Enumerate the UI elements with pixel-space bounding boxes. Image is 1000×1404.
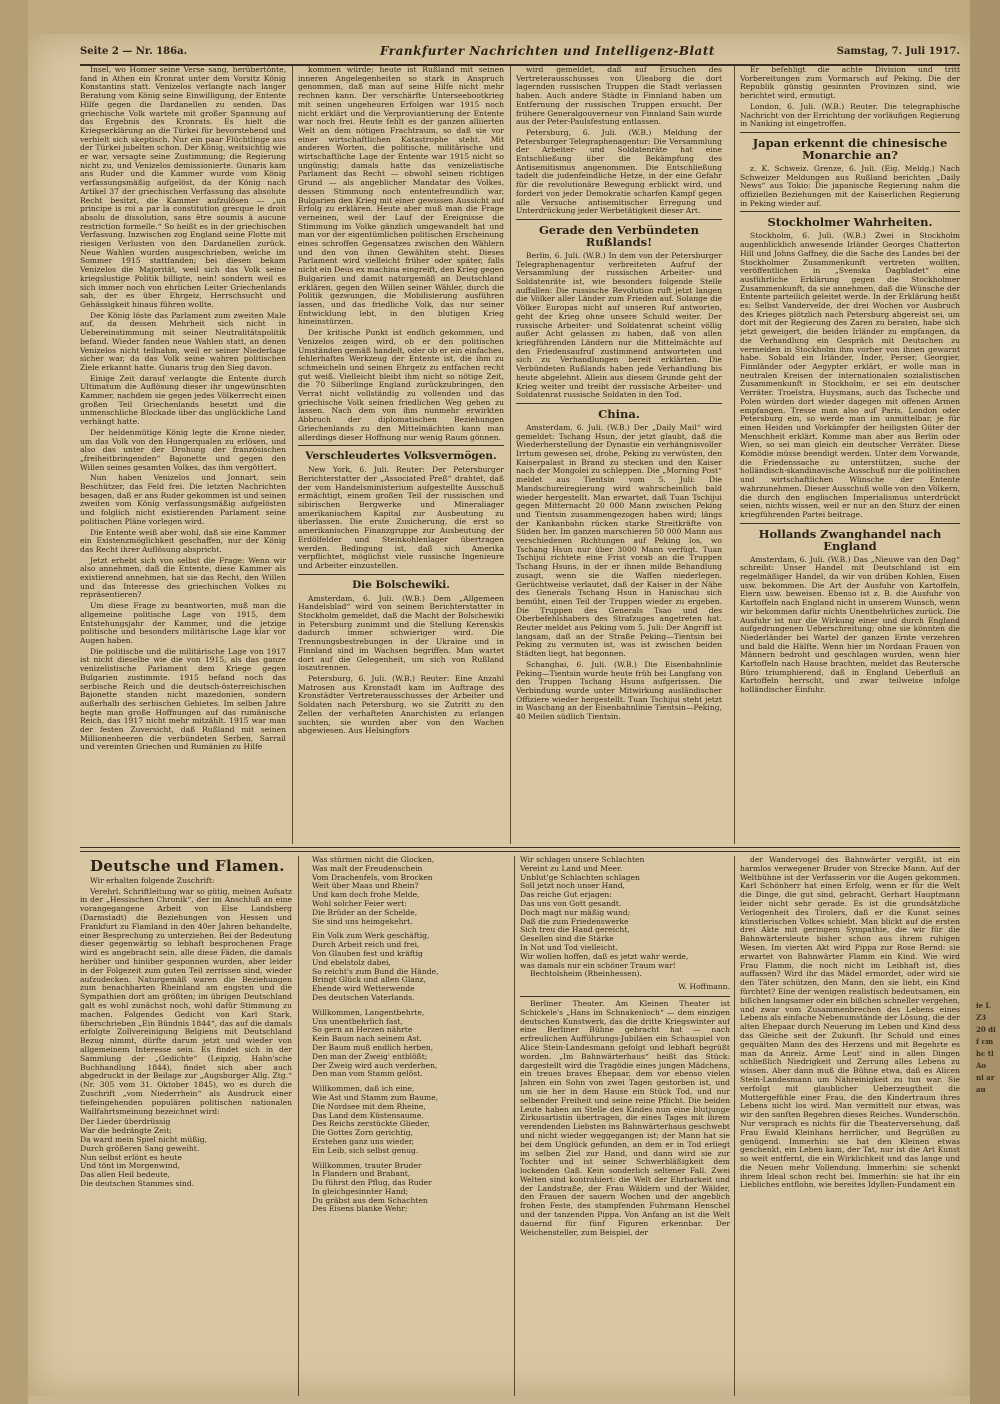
poem-stanza: [520, 874, 730, 953]
newspaper-title: Frankfurter Nachrichten und Intelligenz-Blatt: [380, 44, 715, 58]
paragraph: Jetzt erhebt sich von selbst die Frage: Wenn wir also annehmen, daß die Entente, diese Kammer als existierend annehmen, hat sie das Recht, den Willen und das Interesse des griechischen Volkes zu repräsentieren?: [80, 555, 286, 600]
paragraph: Wir erhalten folgende Zuschrift:: [90, 875, 215, 885]
poem-line: Was stürmen nicht die Glocken,: [312, 856, 435, 864]
poem-line: Und ebelstolz dabei,: [312, 957, 391, 967]
column-rule: [292, 66, 293, 844]
poem-line: Ehende wird Wetterwende: [312, 984, 415, 994]
poem-line: Sie sind uns heimgekehrt.: [312, 916, 413, 926]
poem-line: Ein Leib, sich selbst genug.: [312, 1145, 419, 1155]
poem-line: Der Zweig wird auch verderben,: [312, 1060, 438, 1070]
poem-place: Bechtolsheim (Rheinhessen).: [530, 969, 642, 979]
poem-line: Vom Drachenfels, vom Brocken: [312, 872, 433, 882]
poem-stanza: [306, 1085, 506, 1155]
column-1: [80, 66, 286, 844]
poem-line: Die Gottes Zorn gerichtig,: [312, 1128, 414, 1138]
headline-verbuendete-russlands: Gerade den Verbündeten Rußlands!: [538, 222, 700, 249]
poem-line: In Not und Tod vielleicht.: [520, 942, 618, 952]
poem-line: Doch magt nur mäßig wund;: [520, 907, 631, 917]
adjacent-page-fragments: ie L Z3 20 di f cm hc tl Ao ni ar au: [976, 1001, 996, 1094]
column-2: [298, 66, 504, 844]
column-rule: [510, 66, 511, 844]
column-rule: [734, 66, 735, 844]
section-divider: [298, 574, 504, 575]
feuilleton-title: Deutsche und Flamen.: [90, 857, 285, 875]
poem-line: Des Reichs zerstückte Glieder,: [312, 1119, 430, 1129]
poem-line: Erstehen ganz uns wieder,: [312, 1136, 415, 1146]
poem-line: Ein Volk zum Werk geschäftig,: [312, 931, 430, 941]
poem-line: Wohl solcher Feier wert:: [312, 898, 407, 908]
headline-stockholm: Stockholmer Wahrheiten.: [767, 215, 933, 230]
paragraph: Er befehligt die achte Division und tritt Vorbereitungen zum Vormarsch auf Peking. Die der Republik günstig gesinnten Provinzen sind, wie berichtet wird, ermutigt.: [740, 66, 960, 101]
poem-stanza: [306, 1009, 506, 1079]
poem-line: Die Brüder an der Schelde,: [312, 907, 418, 917]
paragraph: der Wandervogel des Bahnwärter vergißt, ist ein harmlos verwegener Bruder von Strecke Mann. Auf der Weltbühne ist der Verfasserin vor die Augen gekommen. Karl Schönherr hat einen Erfolg, wenn er für die Welt die Dinge, die gut sind, gebracht, Gerhart Hauptmann leider nicht sehr gerade. Es ist die grundsätzliche Verlogenheit des Tirolers, daß er die Kunst seines künstlerischen Volkes schiebt. Man blickt auf die ersten drei Akte mit geringem Sympathie, die wir für die Bahnwärtersleute bisher schon aus ihrem ruhigen Wesen. Im vierten Akt wird Pippa zur Rose Bernd: sie erwartet von Bahnwärter Flamm ein Kind. Wie wird Frau Flamm, die noch nicht im Leibhaft ist, dies auffassen? Wird ihr das Mädel ermordet, oder wird sie den Täter schützen, den Mann, den sie liebt, ein Kind fürchtet? Eine der wenigen realistisch bedeutsamen, ein bißchen langsamer oder ein bißchen schneller vergehen, und zwar vom Zusammenbrechen des Lebens eines Lebens als einfache Nebenumstände der Lösung, die der alten Ehepaar durch Neuerung im Leben und Kind dess das Gleiche seit der Zukunft. Ihr Schuld und eines gequälten Mann des des Herzens und mit Begehrte es man da Anreiz. Arme Leut' sind in allen Dingen schließlich Niedrigkeit und Zerrung alles Lebens zu wissen. Aber dann muß die Bühne etwa, daß es Alicen Stein-Landesmann um Nähreinigkeit zu tun war. Sie verfolgt mit glaublicher Ueberzeugtheit die Muttergefühle einer Frau, die den Kindertraum ihres Lebens nicht los wird. Man vermittelt nur etwas, was wir den sanften Begehren dieses Reiches. Wunderschön. Nur versprach es nichts für die Theaterversehung, daß Frau Ewald Kleinhans herrlicher, und Begrüßen zu genügend. Immerhin: sie hat den Kleinen etwas geschenkt, ein Leben kam, der Tat, nur ist die Art Kunst so weit entfernt, die ein Wirklichkeit und das lange und die Neuen mehr Vollendung. Immerhin: sie schenkt ihrem Ideal schon recht bei. Immerhin: sie hat ihr ein Liebliches entflohn, wie bereites Idyllen-Fundament ein: [740, 856, 960, 1190]
poem-stanza: [520, 953, 730, 971]
poem-line: Des Eisens blanke Wehr;: [312, 1204, 408, 1214]
poem-line: Willkommen, Langentbehrte,: [312, 1007, 425, 1017]
poem-line: Willkommen, trauter Bruder: [312, 1160, 422, 1170]
headline-china: China.: [598, 406, 640, 421]
poem-line: Gesellen sind die Stärke: [520, 934, 614, 944]
section-divider: [740, 211, 960, 212]
poem-line: So gern an Herzen nährte: [312, 1025, 413, 1035]
poem-line: Soll jetzt noch unser Hand,: [520, 881, 625, 891]
paragraph: Um diese Frage zu beantworten, muß man die allgemeine politische Lage von 1915, dem Entstehungsjahr der Kammer, und die jetzige politische und besonders militärische Lage klar vor Augen haben.: [80, 601, 286, 645]
paragraph: wird gemeldet, daß auf Ersuchen des Vertreterausschusses von Uleaborg die dort lagernden russischen Truppen die Stadt verlassen haben. Auch andere Städte in Finnland haben um Entfernung der russischen Truppen ersucht. Der frühere Generalgouverneur von Finnland Sain wurde aus der Peter-Paulsfestung entlassen.: [516, 66, 722, 127]
section-divider: [740, 132, 960, 133]
section-divider: [520, 996, 730, 997]
poem-line: Willkommen, daß ich eine,: [312, 1084, 415, 1094]
paragraph: z. K. Schweiz. Grenze, 6. Juli. (Eig. Meldg.) Nach Schweizer Meldungen aus Rußland berichten „Daily News“ aus Tokio: Die japanische Regierung nahm die offiziellen Beziehungen mit der Kaiserlichen Regierung in Peking wieder auf.: [740, 163, 960, 208]
poem-line: Das allen Heil bedeute,: [80, 1170, 171, 1180]
feuilleton-column-4: [740, 856, 960, 1396]
poem-stanza: [306, 932, 506, 1002]
paragraph: London, 6. Juli. (W.B.) Reuter. Die telegraphische Nachricht von der Errichtung der vorläufigen Regierung in Nanking ist eingetroffen.: [740, 101, 960, 129]
poem-line: Unblut'ge Schlachten schlagen: [520, 872, 640, 882]
issue-date: Samstag, 7. Juli 1917.: [836, 46, 960, 57]
poem-line: Durch größeren Sang geweiht.: [80, 1143, 200, 1153]
poem-line: Da ward mein Spiel nicht müßig,: [80, 1134, 208, 1144]
poem-line: Das uns von Gott gesandt.: [520, 898, 622, 908]
poem-line: Daß die zum Friedenswerke: [520, 916, 629, 926]
section-divider: [516, 219, 722, 220]
poem-line: Bringt Glück und allen Glanz,: [312, 975, 427, 985]
poem-line: Des deutschen Vaterlands.: [312, 992, 415, 1002]
poem-line: Von Glauben fest und kräftig: [312, 948, 423, 958]
poem-line: Was malt der Freudenschein: [312, 863, 423, 873]
poem-line: Der Lieder überdrüssig: [80, 1117, 171, 1127]
poem-line: Vereint zu Land und Meer.: [520, 863, 623, 873]
column-3: [516, 66, 722, 844]
paragraph: New York, 6. Juli. Reuter: Der Petersburger Berichterstatter der „Associated Preß“ drahtet, daß der vom Handelsministerium aufgestellte Ausschuß ermächtigt, einem großen Teil der russischen und sibirischen Bergwerke und Mineraliager amerikanischem Kapital zur Ausbeutung zu überlassen. Die erste Zusicherung, die erst so amerikanischen Finanzgruppe zur Ausbeutung der Erdölfelder und Steinkohlenlager übertragen werden. Bedingung ist, daß sich Amerika verpflichtet, möglichst viele russische Ingenieure und Arbeiter einzustellen.: [298, 465, 504, 570]
poem-line: Den man der Zweig' entblößt;: [312, 1051, 428, 1061]
paragraph: Die politische und die militärische Lage von 1917 ist nicht dieselbe wie die von 1915, als das ganze venizelistische Parlament dem Kriege gegen Bulgarien zustimmte. 1915 befand noch das serbische Reich und die deutsch-österreichischen Bajonette standen nicht mazedonien, sondern außerhalb des serbischen Gebietes. Im selben Jahre hegte man große Hoffnungen auf das rumänische Reich, das 1917 nicht mehr mitzählt. 1915 war man der festen Zuversicht, daß Rußland mit seinen Millionenheeren die verbündeten Serben, Sarrail und vereinten Griechen und Rumänien zu Hilfe: [80, 646, 286, 752]
poem-line: Wir wollen hoffen, daß es jetzt wahr werde,: [520, 951, 689, 961]
section-divider: [740, 523, 960, 524]
paragraph: Verehrl. Schriftleitung war so gütig, meinen Aufsatz in der „Hessischen Chronik“, der im Anschluß an eine vorangegangene Arbeit von Else Landsberg (Darmstadt) die Beziehungen von Hessen und Frankfurt zu Flamland in den 40er Jahren behandelte, einer Besprechung zu unterziehen. Bei der Bedeutung dieser gegenwärtig so lebhaft besprochenen Frage wird es angebracht sein, alle diese Fäden, die damals herüber und hinüber gesponnen wurden, aber leider in der Folgezeit zum guten Teil zerrissen sind, wieder aufzudecken. Naturgemäß waren die Beziehungen zum benachbarten Rheinland am engsten und die Sympathien dort am größten; im übrigen Deutschland galt es wohl zunächst noch, wohl dafür Stimmung zu machen. Folgendes Gedicht von Karl Stark, überschrieben „Ein Bündnis 1844“, das auf die damals erfolgte Zollvereinigung Belgiens mit Deutschland Bezug nimmt, dürfte darum jetzt und wieder von allgemeinem Interesse sein. Es findet sich in der Sammlung der „Gedichte“ (Leipzig, Hahn'sche Buchhandlung 1844), findet sich aber auch abgedruckt in der Beilage zur „Augsburger Allg. Ztg.“ (Nr. 305 vom 31. Oktober 1845), wo es durch die Zuschrift „vom Niederrhein“ als Ausdruck einer tiefeingehenden populären politischen nationalen Wallfahrtsmeinung bezeichnet wird:: [80, 886, 292, 1116]
headline-volksvermoegen: Verschleudertes Volksvermögen.: [305, 450, 497, 463]
feuilleton-column-1: [80, 856, 292, 1396]
poem-stanza: [80, 1118, 292, 1188]
poem-line: Der Baum muß endlich herben,: [312, 1042, 434, 1052]
poem-line: Die Nordsee mit dem Rheine,: [312, 1101, 426, 1111]
poem-line: Wie Ast und Stamm zum Baume,: [312, 1092, 439, 1102]
poem-line: Sich treu die Hand gereicht,: [520, 925, 630, 935]
poem-line: Das reiche Gut erjagen:: [520, 890, 612, 900]
paragraph: Insel, wo Homer seine Verse sang, herübertönte, fand in Athen ein Kronrat unter dem Vorsitz König Konstantins statt. Venizelos verlangte nach langer Beratung vom König seine Einwilligung, der Entente Hilfe gegen die Dardanellen zu senden. Das griechische Volk wartete mit großer Spannung auf das Ergebnis des Kronrats. Es hielt die Kriegserklärung an die Türkei für bevorstehend und verhielt sich skeptisch. Nur ein paar Flüchtlinge aus der Türkei jubelten schon. Der König, weitsichtig wie er war, versagte seine Zustimmung; die Regierung nicht zu, und Venizelos demissionierte. Gunaris kam ans Ruder und die Kammer wurde vom König verfassungsmäßig aufgelöst, da der König nach Artikel 37 der griechischen Verfassung das absolute Recht besitzt, die Kammer aufzulösen — „un principe is roi a par la constitution grecque le droit absolu de dissolution, sans être soumis à aucune restriction formelle.“ So heißt es in der griechischen Verfassung. Inzwischen zog England seine Flotte mit riesigen Verlusten von den Dardanellen zurück. Neue Wahlen wurden ausgeschrieben, welche im Sommer 1915 stattfanden; bei diesen bekam Venizelos die Majorität, weil sich das Volk seine kriegslustige Politik billigte, nein! sondern weil es sich immer noch von ehrlichen Leiter Griechenlands sah, der es über Ehrgeiz, Herrschsucht und Gehässigkeit hinaus führen wollte.: [80, 66, 286, 309]
poem-line: Den man vom Stamm gelöst.: [312, 1069, 423, 1079]
poem-line: In gleichgesinnter Hand;: [312, 1186, 409, 1196]
headline-holland: Hollands Zwanghandel nach England: [758, 526, 942, 553]
poem-line: Das Land dem Küstensaume.: [312, 1110, 424, 1120]
paragraph: Amsterdam, 6. Juli. (W.B.) Dem „Allgemeen Handelsblad“ wird von seinem Berichterstatter in Stockholm gemeldet, daß die Macht der Bolschewiki in Petersburg zunimmt und die Stellung Kerenskis dadurch immer schwieriger wird. Die Trennungsbestrebungen in der Ukraine und in Finnland sind im Wachsen begriffen. Man wartet dort auf die Gelegenheit, um sich von Rußland loszutrennen.: [298, 593, 504, 673]
feuilleton-column-2: [306, 856, 506, 1396]
poem-line: Und kam doch frohe Melde,: [312, 890, 420, 900]
paragraph: Nun haben Venizelos und Jonnart, sein Beschützer, das Feld frei. Die letzten Nachrichten besagen, daß er ans Ruder gekommen ist und seinen zweiten vom König verfassungsmäßig aufgelösten und folglich nicht existierenden Parlament seine politischen Pläne vorlegen wird.: [80, 473, 286, 526]
masthead: [80, 44, 960, 66]
poem-line: Wir schlagen unsere Schlachten: [520, 856, 645, 864]
headline-bolschewiki: Die Bolschewiki.: [352, 578, 450, 591]
paragraph: Der kritische Punkt ist endlich gekommen, und Venizelos zeigen wird, ob er den politischen Umständen gemäß handelt, oder ob er ein einfaches, fehlerhaftes Werkzeug der Entente ist, die ihm zu schmeicheln und seinen Ehrgeiz zu entfachen recht gut weiß. Vielleicht bleibt ihm nicht so nötige Zeit, die 70 Silberlinge England zurückzubringen, den Verrat nicht vollständig zu vollenden und das griechische Volk seinen friedlichen Weg gehen zu lassen. Nach dem von ihm nunmehr erwirkten Abbruch der diplomatischen Beziehungen Griechenlands zu den Mittelmächten kann man allerdings dieser Hoffnung nur wenig Raum gönnen.: [298, 328, 504, 442]
paragraph: Die Entente weiß aber wohl, daß sie eine Kammer ein Existenzmöglichkeit geschaffen, nur der König das Recht ihrer Auflösung abspricht.: [80, 527, 286, 554]
feuilleton-divider: [80, 847, 960, 852]
paragraph: Berlin, 6. Juli. (W.B.) In dem von der Petersburger Telegraphenagentur verbreiteten Aufruf der Versammlung der russischen Arbeiter- und Soldatenräte ist, wie besonders folgende Stelle auffallen: Die russische Revolution ruft jetzt langen die Völker aller Länder zum Frieden auf. Solange die Völker Europas nicht auf unseren Ruf antworten, geht der Krieg ohne unsere Schuld weiter. Der russische Arbeiter- und Soldatenrat scheint völlig außer Acht gelassen zu haben, daß von allen kriegführenden Ländern nur die Mittelmächte auf den Friedensaufruf zustimmend antworteten und sich zu Verhandlungen bereit erklärten. Die Verbündeten Rußlands haben jede Verhandlung bis heute abgelehnt. Allein aus diesem Grunde geht der Krieg weiter und treibt der russische Arbeiter- und Soldatenrat russische Soldaten in den Tod.: [516, 250, 722, 400]
headline-japan: Japan erkennt die chinesische Monarchie an?: [752, 135, 948, 162]
section-divider: [298, 445, 504, 446]
poem-line: Die deutschen Stammes sind.: [80, 1178, 195, 1188]
poem-line: Uns unentbehrlich fast,: [312, 1016, 403, 1026]
page-edge-top: [0, 0, 1000, 34]
poem-line: Durch Arbeit reich und frei,: [312, 940, 420, 950]
column-4: [740, 66, 960, 844]
poem-line: Du führst den Pflug, das Ruder: [312, 1178, 432, 1188]
poem-line: Du gräbst aus dem Schachten: [312, 1195, 428, 1205]
poem-line: So reicht's zum Bund die Hände,: [312, 966, 439, 976]
paragraph: Amsterdam, 6. Juli. (W.B.) Der „Daily Mail“ wird gemeldet: Tschang Hsun, der jetzt glaubt, daß die Wiederherstellung der Dynastie ein verhängnisvoller Irrtum gewesen sei, drohe, Peking zu verwüsten, den Kaiserpalast in Brand zu stecken und den Kaiser nach der Mongolei zu schleppen. Die „Morning Post“ meldet aus Tientsin vom 5. Juli: Die Mandschureiregierung wird wahrscheinlich bald wieder hergestellt. Man erwartet, daß Tuan Tschijui gegen Mitternacht 20 000 Mann zwischen Peking und Tientsin zusammengezogen haben wird; längs der Kankanbahn rücken starke Streitkräfte von Süden her. Im ganzen marschieren 50 000 Mann aus verschiedenen Richtungen auf Peking los, wo Tschang Hsun nur über 3000 Mann verfügt. Tuan Tschijui richtete eine Frist vorab an die Truppen Tschang Hsuns, in der er ihnen milde Behandlung zusagt, wenn sie die Waffen niederlegen. Gerüchtweise verlautet, daß der Kaiser in der Nähe des Generals Tschang Hsun in Hanischau sich bemüht, einen Teil der Truppen wieder zu ergeben. Die Truppen des Generals Tsao und des Oberbefehlshabers des Strafzuges angetreten hat. Reuter meldet aus Peking vom 5. Juli: Der Angriff ist langsam, daß an der Straße Peking—Tientsin bei Peking zu vermuten ist, was ist zwischen beiden Städten liegt, hat begonnen.: [516, 422, 722, 659]
column-rule: [298, 856, 299, 1396]
poem-line: In Flandern und Brabant,: [312, 1169, 411, 1179]
column-rule: [734, 856, 735, 1396]
paragraph: Petersburg, 6. Juli. (W.B.) Meldung der Petersburger Telegraphenagentur: Die Versammlung der Arbeiter- und Soldatenräte hat eine Entschließung über die Bekämpfung des Antisemitismus angenommen. Die Entschließung tadelt die judenfeindliche Hetze, in der eine Gefahr für die revolutionäre Bewegung erblickt wird, und fordert von jeder Demokratie scharfen Kampf gegen alle Versuche antisemitischer Erregung und Unterdrückung jeder Werbetätigkeit dieser Art.: [516, 127, 722, 216]
poem-line: Kein Baum nach seinem Ast.: [312, 1034, 422, 1044]
poem-stanza: [520, 856, 730, 874]
poem-line: War die bedrängte Zeit;: [80, 1126, 172, 1136]
paragraph: Amsterdam, 6. Juli. (W.B.) Das „Nieuwe van den Dag“ schreibt: Unser Handel mit Deutschland ist ein regelmäßiger Handel, da wir von drüben Kohlen, Eisen usw. bekommen. Die Art der Ausfuhr von Kartoffeln, Eiern usw. beweisen. Ebenso ist z. B. die Ausfuhr von Kartoffeln nach England nicht in unserem Wunsch, wenn wir bekommen dafür nichts Unentbehrliches zurück. Die Ausfuhr ist nur die Wirkung einer und durch England aufgedrungenen Ueberschreitung; ohne sie könnten die Niederländer bei Wartel der ganzen Ernte verzehren und bald die Hälfte. Wenn hier im Nordaan Frauen von Männern bedroht und geschlagen wurden, wenn hier Kartoffeln nach Hause brachten, meldet das Reutersche Büro triumphierend, daß in England Ueberfluß an Kartoffeln herrscht, und zwar teilweise infolge holländischer Einfuhr.: [740, 554, 960, 695]
paragraph: Schanghai, 6. Juli. (W.B.) Die Eisenbahnlinie Peking—Tientsin wurde heute früh bei Langfang von den Truppen Tschang Hsuns aufgerissen. Die Verbindung wurde unter Mitwirkung ausländischer Offiziere wieder hergestellt. Tuan Tschijui steht jetzt in Waschang an der Eisenbahnlinie Tientsin—Peking, 40 Meilen südlich Tientsin.: [516, 659, 722, 722]
page-edge-left: [0, 0, 28, 1404]
poem-line: Weit über Maas und Rhein?: [312, 881, 419, 891]
paragraph: Stockholm, 6. Juli. (W.B.) Zwei in Stockholm augenblicklich anwesende Irländer Georges Chatterton Hill und Johns Gaffney, die die Sache des Landes bei der Stockholmer Zusammenkunft vertreten wollten, veröffentlichen in „Svenska Dagbladet“ eine ausführliche Erklärung gegen die Stockholmer Zusammenkunft, da sie annehmen, daß die Wünsche der Entente parteilich geleitet werde. In der Erklärung heißt es: Selbst Vandervelde, der drei Wochen vor Ausbruch des Krieges plötzlich nach Petersburg abgereist sei, um dort mit der Regierung des Zaren zu beraten, habe sich jetzt geweigert, die beiden Irländer zu empfangen, da die Verhandlung ein Gespräch mit Deutschen zu vermeiden in Stockholm ihm vorher von ihnen gewarnt habe. Sobald ein Irländer, Inder, Perser, Georgier, Finnländer oder Aegypter erklärt, er wolle man in neutralen Kreisen der internationalen sozialistischen Zusammenkunft in Stockholm, er sei ein deutscher Verräter. Troelstra, Huysmans, auch das Tscheche und Polen würden dort wieder dagegen mit offenen Armen empfangen. Tresse man also auf Paris, London oder Petersburg ein, so werde man im unmittelbar, je für einen Heiden und Vorkämpfer der heiligsten Güter der Menschheit erklärt. Komme man aber aus Berlin oder Wien, so sei man gleich ein deutscher Verräter. Diese Komödie müsse beendigt werden. Unter dem Vorwande, die Friedenssache zu unterstützen, suche der holländisch-skandinavische Ausschuß nur die politischen und wirtschaftlichen Wünsche der Entente wahrzunehmen. Dieser Ausschuß wolle von den Völkern, die durch den englischen Imperialismus unterdrückt seien, nichts wissen, weil er nur an den Sturz der einen kriegführenden Partei beitrage.: [740, 231, 960, 519]
feuilleton-column-3: [520, 856, 730, 1396]
column-rule: [514, 856, 515, 1396]
poem-stanza: [306, 856, 506, 926]
paragraph: Der heldenmütige König legte die Krone nieder, um das Volk von den Hungerqualen zu erlösen, und also das unter der Drohung der französischen „freiheitbringenden“ Bajonette und gegen den Willen seines gesamten Volkes, das ihm vergöttert.: [80, 427, 286, 472]
page-number: Seite 2 — Nr. 186a.: [80, 46, 188, 57]
paragraph: Der König löste das Parlament zum zweiten Male auf, da dessen Mehrheit sich nicht in Uebereinstimmung mit seiner Neutralitätspolitik befand. Wieder fanden neue Wahlen statt, an denen Venizelos nicht teilnahm, weil er seiner Niederlage sicher war, da das Volk seine wahren politischen Ziele erkannt hatte. Gunaris trug den Sieg davon.: [80, 310, 286, 372]
poem-line: Nun selbst erlönt es heute: [80, 1152, 182, 1162]
poem-line: was damals nur ein schöner Traum war!: [520, 960, 676, 970]
paragraph: Petersburg, 6. Juli. (W.B.) Reuter: Eine Anzahl Matrosen aus Kronstadt kam im Auftrage des Kronstädter Vertreterausschusses der Arbeiter und Soldaten nach Petersburg, wo sie Zutritt zu den Zellen der verhafteten Anarchisten zu erlangen suchten, sie wurden aber von den Wachen abgewiesen. Aus Helsingfors: [298, 674, 504, 736]
paragraph: kommen würde; heute ist Rußland mit seinen inneren Angelegenheiten so stark in Anspruch genommen, daß man auf seine Hilfe nicht mehr rechnen kann. Der verschärfte Unterseebootkrieg mit seinen ungeheuren Erfolgen war 1915 noch nicht erklärt und die Verproviantierung der Entente war noch frei. Heute fehlt es der ganzen alliierten Welt an dem nötigen Frachtraum, so daß sie vor einer wirtschaftlichen Katastrophe steht. Mit anderen Worten, die politische, militärische und wirtschaftliche Lage der Entente war 1915 nicht so ungünstig; damals hatte das venizelistische Parlament das Recht — obwohl seinen richtigen Grund — als angeblicher Mandatar des Volkes, dessen Stimmung noch ententefreundlich war, Bulgarien den Krieg mit einer gewissen Aussicht auf Erfolg zu erklären. Heute aber muß man die Frage verneinen, weil der Lauf der Ereignisse die Stimmung im Volke gänzlich umgewandelt hat und man vor der eigentümlichen politischen Erscheinung eines schroffen Gegensatzes zwischen den Wählern und den von ihnen Gewählten steht. Dieses Parlament wird vielleicht früher oder später, falls nicht ein Deus ex machina eingreift, den Krieg gegen Bulgarien und damit naturgemäß an Deutschland erklären, gegen den Willen seiner Wähler, durch die Politik gezwungen, die Mobilisierung ausführen lassen, und das friedliche Volk, das nur seiner Entwicklung lebt, in den blutigen Krieg hineinstürzen.: [298, 66, 504, 327]
poem-line: Und tönt im Morgenwind,: [80, 1161, 180, 1171]
section-divider: [516, 403, 722, 404]
paragraph: Berliner Theater. Am Kleinen Theater ist Schickele's „Hans im Schnakenloch“ — dem einzigen deutschen Kunstwerk, das die dritte Kriegswinter auf eine Berliner Bühne gebracht hat — nach erfreulichen Aufführungs-Jubiläen ein Schauspiel von Alice Stein-Landesmann gefolgt und lebhaft begrüßt worden. „Im Bahnwärterhaus“ heißt das Stück: dargestellt wird die Tragödie eines jungen Mädchens, ein treues braves Ehepaar, dem vor ebenso vielen Jahren ein Sohn von zwei Tagen gestorben ist, und um sie her in dem Hause ein Stück Tod, und nur selbender Freiheit und seine reine Pflicht. Die beiden Leute haben an Stelle des Kindes nun eine blutjunge Zirkusartistin übertragen, die eines Tages mit ihrem verendenden Liebsten ins Bahnwärterhaus geschwebt und nicht wieder weggegangen ist; der Mann hat sie bei dem Unglück gefunden, an dem er in Tod erliegt im selben Ziel zur Hand, und dann wird sie zur Tochter und ist seiner Schwerbläßigkeit dem lockenden Gaß. Kein sonderlich seltener Fall. Zwei Welten sind kontrahiert: die Welt der Ehrbarkeit und der Landstraße, der Frau Wäldern und der Wälder, den Frauen der sauern Wochen und der angeblich frohen Feste, des stampfenden Fuhrmann Henschel und der tanzenden Pippa. Von Anfang an ist die Welt dauernd für fünf Figuren erkennbar. Der Weichensteller, zum Beispiel, der: [520, 998, 730, 1237]
poem-stanza: [306, 1162, 506, 1215]
paragraph: Einige Zeit darauf verlangte die Entente durch Ultimatum die Auflösung dieser ihr ungewünschten Kammer, nachdem sie gegen jedes Völkerrecht einen großen Teil Griechenlands besetzt und die unmenschliche Blockade über das unglückliche Land verhängt hatte.: [80, 373, 286, 427]
poem-signature: W. Hoffmann.: [678, 982, 730, 992]
